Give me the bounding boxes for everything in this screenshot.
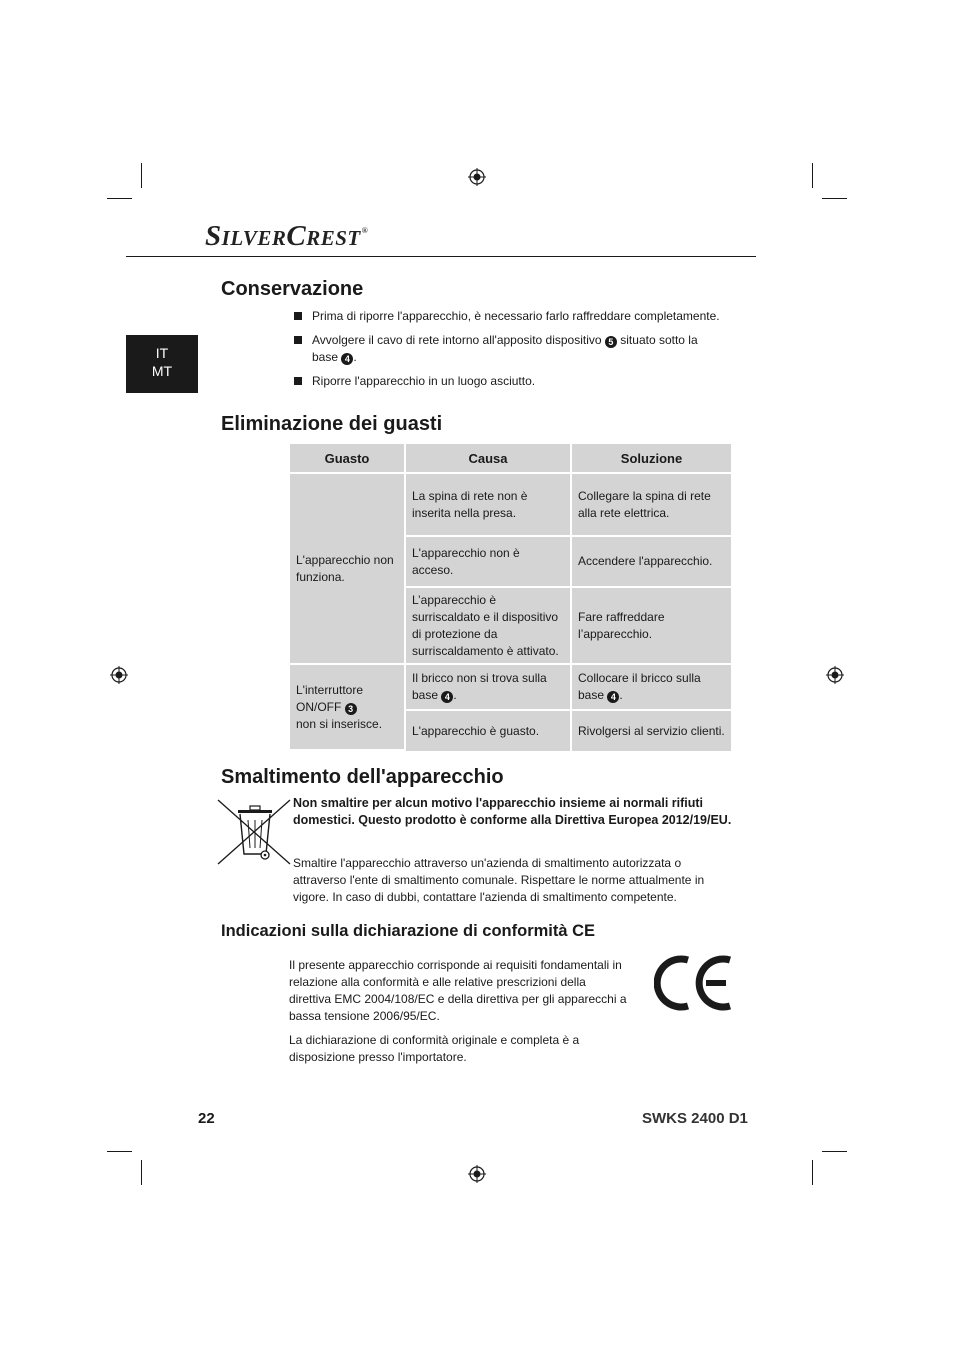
page-number: 22 — [198, 1110, 215, 1127]
ce-mark-icon — [654, 950, 736, 1016]
column-header: Guasto — [290, 444, 406, 474]
crop-mark — [107, 198, 132, 199]
crop-mark — [822, 1151, 847, 1152]
bullet-icon — [294, 312, 302, 320]
storage-item: Prima di riporre l'apparecchio, è necessario farlo raffreddare completamente. — [312, 309, 720, 323]
table-header-row — [290, 444, 731, 474]
section-heading-disposal: Smaltimento dell'apparecchio — [221, 766, 504, 788]
registration-mark-icon — [468, 168, 486, 186]
bullet-icon — [294, 336, 302, 344]
crossed-out-wheelie-bin-icon — [216, 798, 292, 866]
crop-mark — [141, 1160, 142, 1185]
solution-cell: Accendere l'apparecchio. — [572, 537, 731, 588]
crop-mark — [812, 1160, 813, 1185]
model-number: SWKS 2400 D1 — [642, 1110, 748, 1127]
number-4-icon: 4 — [341, 353, 353, 365]
crop-mark — [822, 198, 847, 199]
number-3-icon: 3 — [345, 703, 357, 715]
section-heading-troubleshooting: Eliminazione dei guasti — [221, 413, 443, 435]
cause-cell: L'apparecchio non è acceso. — [406, 537, 572, 588]
cause-cell: L'apparecchio è guasto. — [406, 711, 572, 751]
disposal-warning: Non smaltire per alcun motivo l'apparecchio insieme ai normali rifiuti domestici. Questo prodotto è conforme alla Direttiva Europea 2012/19/EU. — [293, 796, 732, 827]
ce-paragraph: La dichiarazione di conformità originale e completa è a disposizione presso l'importatore. — [289, 1033, 580, 1064]
crop-mark — [812, 163, 813, 188]
column-header: Soluzione — [572, 444, 731, 474]
registration-mark-icon — [468, 1165, 486, 1183]
storage-item: Riporre l'apparecchio in un luogo asciutto. — [312, 374, 536, 388]
fault-cell: L'interruttore ON/OFF 3 non si inserisce. — [290, 665, 406, 751]
bullet-icon — [294, 377, 302, 385]
troubleshooting-table — [290, 444, 731, 751]
column-header: Causa — [406, 444, 572, 474]
section-heading-ce: Indicazioni sulla dichiarazione di conformità CE — [221, 922, 596, 940]
number-5-icon: 5 — [605, 336, 617, 348]
fault-cell: L'apparecchio non funziona. — [290, 474, 406, 665]
registration-mark-icon — [110, 666, 128, 684]
solution-cell: Fare raffreddare l’apparecchio. — [572, 588, 731, 665]
solution-cell: Rivolgersi al servizio clienti. — [572, 711, 731, 751]
cause-cell: La spina di rete non è inserita nella presa. — [406, 474, 572, 537]
number-4-icon: 4 — [607, 691, 619, 703]
storage-item: Avvolgere il cavo di rete intorno all'apposito dispositivo 5 situato sotto la base 4 . — [312, 333, 698, 364]
section-heading-storage: Conservazione — [221, 278, 364, 300]
disposal-text: Smaltire l'apparecchio attraverso un'azienda di smaltimento autorizzata o attraverso l'ente di smaltimento comunale. Rispettare le norme attualmente in vigore. In caso di dubbi, contattare l'azienda di smaltimento competente. — [293, 856, 705, 904]
number-4-icon: 4 — [441, 691, 453, 703]
silvercrest-logo: SILVERCREST® — [205, 220, 369, 252]
crop-mark — [141, 163, 142, 188]
language-tab: IT MT — [126, 335, 198, 393]
solution-cell: Collegare la spina di rete alla rete elettrica. — [572, 474, 731, 537]
cause-cell: L’apparecchio è surriscaldato e il dispositivo di protezione da surriscaldamento è attivato. — [406, 588, 572, 665]
ce-paragraph: Il presente apparecchio corrisponde ai requisiti fondamentali in relazione alla conformità e alle relative prescrizioni della direttiva EMC 2004/108/EC e della direttiva per gli apparecchi a bassa tensione 2006/95/EC. — [289, 958, 627, 1023]
registration-mark-icon — [826, 666, 844, 684]
table-row — [290, 665, 731, 711]
ce-mark — [654, 950, 736, 1016]
cause-cell: Il bricco non si trova sulla base 4 . — [406, 665, 572, 711]
crop-mark — [107, 1151, 132, 1152]
header-rule — [126, 256, 756, 257]
table-row — [290, 474, 731, 537]
solution-cell: Collocare il bricco sulla base 4 . — [572, 665, 731, 711]
